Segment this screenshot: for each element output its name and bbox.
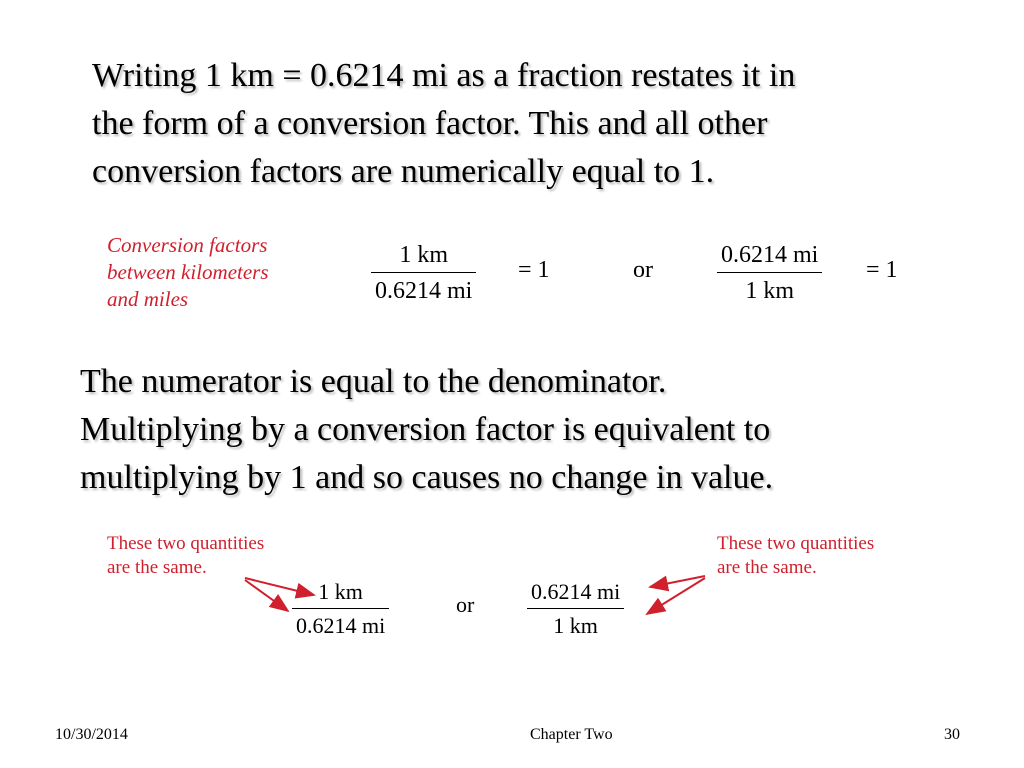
conversion-label-line: between kilometers: [107, 260, 269, 284]
fraction-denominator: 1 km: [745, 278, 794, 304]
arrow-to-right-denominator: [647, 578, 705, 614]
fraction-numerator: 1 km: [318, 579, 363, 604]
paragraph-intro-line: Writing 1 km = 0.6214 mi as a fraction restates it in: [92, 57, 796, 94]
fraction-mi-over-km: [717, 240, 822, 306]
fraction-denominator: 0.6214 mi: [296, 613, 386, 638]
footer-date: 10/30/2014: [55, 726, 128, 743]
fraction-bar: [717, 272, 822, 273]
paragraph-intro-line: conversion factors are numerically equal to 1.: [92, 153, 715, 190]
conversion-factors-label: [107, 232, 269, 313]
equals-one: = 1: [518, 257, 550, 283]
fraction-bar: [371, 272, 476, 273]
paragraph-explanation-line: The numerator is equal to the denominator.: [80, 363, 667, 400]
arrow-to-right-numerator: [650, 576, 705, 587]
arrow-to-left-denominator: [245, 580, 288, 611]
or-text: or: [456, 592, 475, 617]
fraction-numerator: 0.6214 mi: [531, 579, 621, 604]
equals-one: = 1: [866, 257, 898, 283]
note-line: are the same.: [717, 557, 817, 578]
note-line: These two quantities: [107, 533, 265, 554]
same-quantities-note-left: [107, 532, 264, 580]
same-quantities-note-right: [717, 532, 874, 580]
note-line: are the same.: [107, 557, 207, 578]
or-text: or: [633, 257, 653, 283]
fraction-bar: [292, 608, 389, 609]
fraction-mi-over-km-small: [527, 578, 624, 640]
paragraph-explanation-line: Multiplying by a conversion factor is equivalent to: [80, 411, 771, 448]
footer-page-number: 30: [944, 726, 960, 743]
fraction-denominator: 0.6214 mi: [375, 278, 473, 304]
paragraph-intro: [92, 52, 795, 196]
conversion-label-line: Conversion factors: [107, 233, 268, 257]
paragraph-intro-line: the form of a conversion factor. This and all other: [92, 105, 768, 142]
fraction-km-over-mi: [371, 240, 476, 306]
fraction-numerator: 0.6214 mi: [721, 242, 819, 268]
note-line: These two quantities: [717, 533, 875, 554]
fraction-denominator: 1 km: [553, 613, 598, 638]
fraction-numerator: 1 km: [399, 242, 448, 268]
footer-chapter: Chapter Two: [530, 726, 613, 743]
paragraph-explanation-line: multiplying by 1 and so causes no change in value.: [80, 459, 774, 496]
fraction-km-over-mi-small: [292, 578, 389, 640]
paragraph-explanation: [80, 358, 773, 502]
conversion-label-line: and miles: [107, 287, 189, 311]
fraction-bar: [527, 608, 624, 609]
